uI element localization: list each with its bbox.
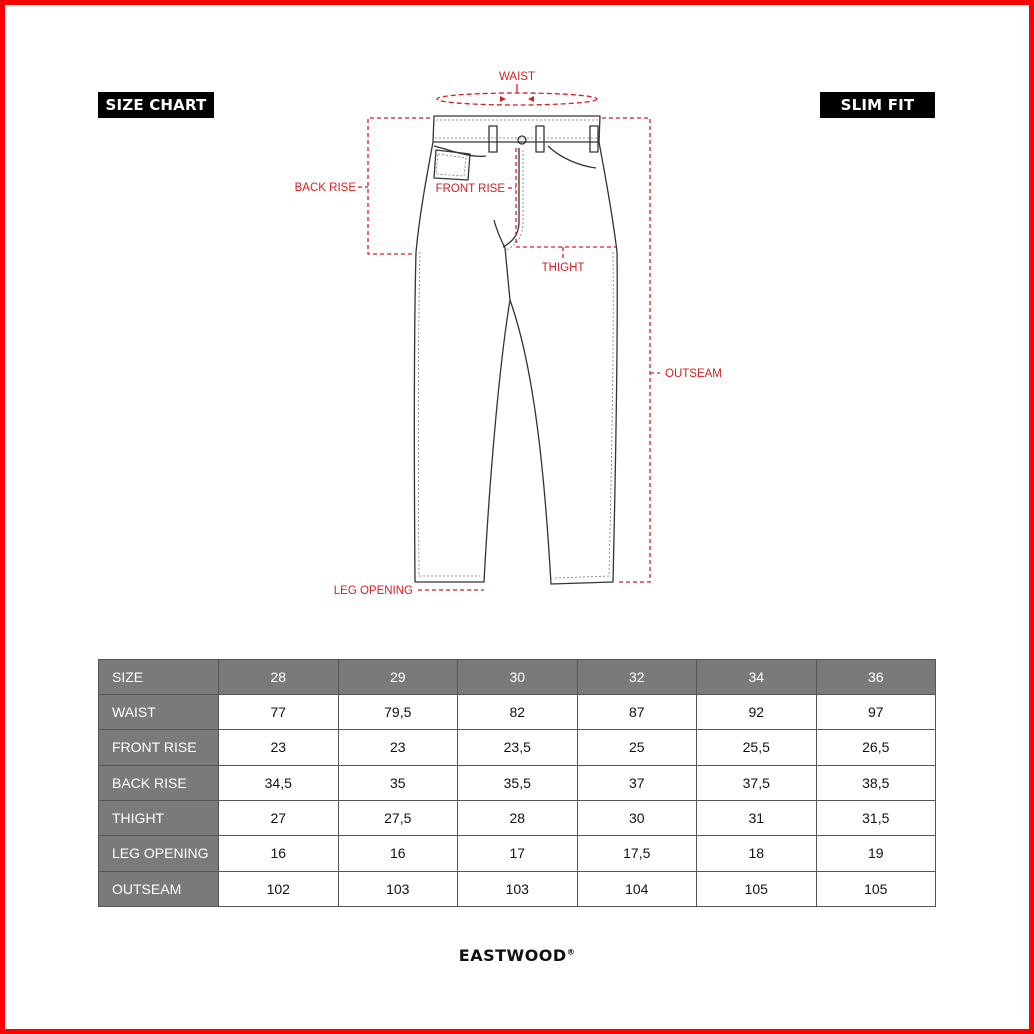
brand-name: EASTWOOD bbox=[458, 946, 567, 965]
table-row bbox=[99, 730, 936, 765]
table-cell: 105 bbox=[697, 871, 817, 906]
table-row bbox=[99, 800, 936, 835]
size-col-header: 30 bbox=[458, 660, 578, 695]
table-cell: 27 bbox=[219, 800, 339, 835]
front-rise-label: FRONT RISE bbox=[435, 183, 505, 195]
table-cell: 87 bbox=[577, 695, 697, 730]
table-row bbox=[99, 695, 936, 730]
row-label: THIGHT bbox=[99, 800, 219, 835]
table-cell: 16 bbox=[219, 836, 339, 871]
table-cell: 35 bbox=[338, 765, 458, 800]
table-cell: 77 bbox=[219, 695, 339, 730]
table-row bbox=[99, 765, 936, 800]
table-cell: 34,5 bbox=[219, 765, 339, 800]
back-rise-measure bbox=[358, 118, 430, 254]
size-header-row bbox=[99, 660, 936, 695]
table-cell: 23,5 bbox=[458, 730, 578, 765]
row-label: OUTSEAM bbox=[99, 871, 219, 906]
table-cell: 82 bbox=[458, 695, 578, 730]
size-col-header: 28 bbox=[219, 660, 339, 695]
fit-tag: SLIM FIT bbox=[820, 92, 935, 118]
brand-logo bbox=[0, 946, 1034, 965]
table-cell: 17,5 bbox=[577, 836, 697, 871]
table-cell: 35,5 bbox=[458, 765, 578, 800]
size-col-header: 32 bbox=[577, 660, 697, 695]
table-cell: 38,5 bbox=[816, 765, 936, 800]
table-cell: 79,5 bbox=[338, 695, 458, 730]
size-corner-cell: SIZE bbox=[99, 660, 219, 695]
table-cell: 18 bbox=[697, 836, 817, 871]
table-cell: 30 bbox=[577, 800, 697, 835]
table-cell: 28 bbox=[458, 800, 578, 835]
table-cell: 102 bbox=[219, 871, 339, 906]
size-table bbox=[98, 659, 936, 907]
table-cell: 16 bbox=[338, 836, 458, 871]
row-label: WAIST bbox=[99, 695, 219, 730]
table-cell: 27,5 bbox=[338, 800, 458, 835]
table-cell: 103 bbox=[338, 871, 458, 906]
thight-label: THIGHT bbox=[541, 262, 585, 274]
table-cell: 26,5 bbox=[816, 730, 936, 765]
table-cell: 104 bbox=[577, 871, 697, 906]
table-cell: 97 bbox=[816, 695, 936, 730]
table-cell: 31,5 bbox=[816, 800, 936, 835]
table-cell: 31 bbox=[697, 800, 817, 835]
row-label: BACK RISE bbox=[99, 765, 219, 800]
waist-label: WAIST bbox=[499, 71, 535, 83]
table-cell: 23 bbox=[219, 730, 339, 765]
size-col-header: 34 bbox=[697, 660, 817, 695]
leg-opening-label: LEG OPENING bbox=[333, 585, 413, 597]
table-row bbox=[99, 871, 936, 906]
thight-measure bbox=[516, 247, 616, 260]
table-cell: 103 bbox=[458, 871, 578, 906]
waist-measure bbox=[437, 84, 597, 105]
size-col-header: 29 bbox=[338, 660, 458, 695]
row-label: LEG OPENING bbox=[99, 836, 219, 871]
row-label: FRONT RISE bbox=[99, 730, 219, 765]
table-cell: 17 bbox=[458, 836, 578, 871]
size-col-header: 36 bbox=[816, 660, 936, 695]
table-cell: 37,5 bbox=[697, 765, 817, 800]
registered-mark: ® bbox=[566, 947, 576, 957]
table-cell: 19 bbox=[816, 836, 936, 871]
table-cell: 23 bbox=[338, 730, 458, 765]
table-cell: 37 bbox=[577, 765, 697, 800]
size-chart-tag: SIZE CHART bbox=[98, 92, 214, 118]
front-rise-measure bbox=[508, 148, 516, 246]
table-row bbox=[99, 836, 936, 871]
table-cell: 25 bbox=[577, 730, 697, 765]
back-rise-label: BACK RISE bbox=[294, 182, 356, 194]
table-cell: 92 bbox=[697, 695, 817, 730]
table-cell: 25,5 bbox=[697, 730, 817, 765]
table-cell: 105 bbox=[816, 871, 936, 906]
outseam-label: OUTSEAM bbox=[665, 368, 722, 380]
